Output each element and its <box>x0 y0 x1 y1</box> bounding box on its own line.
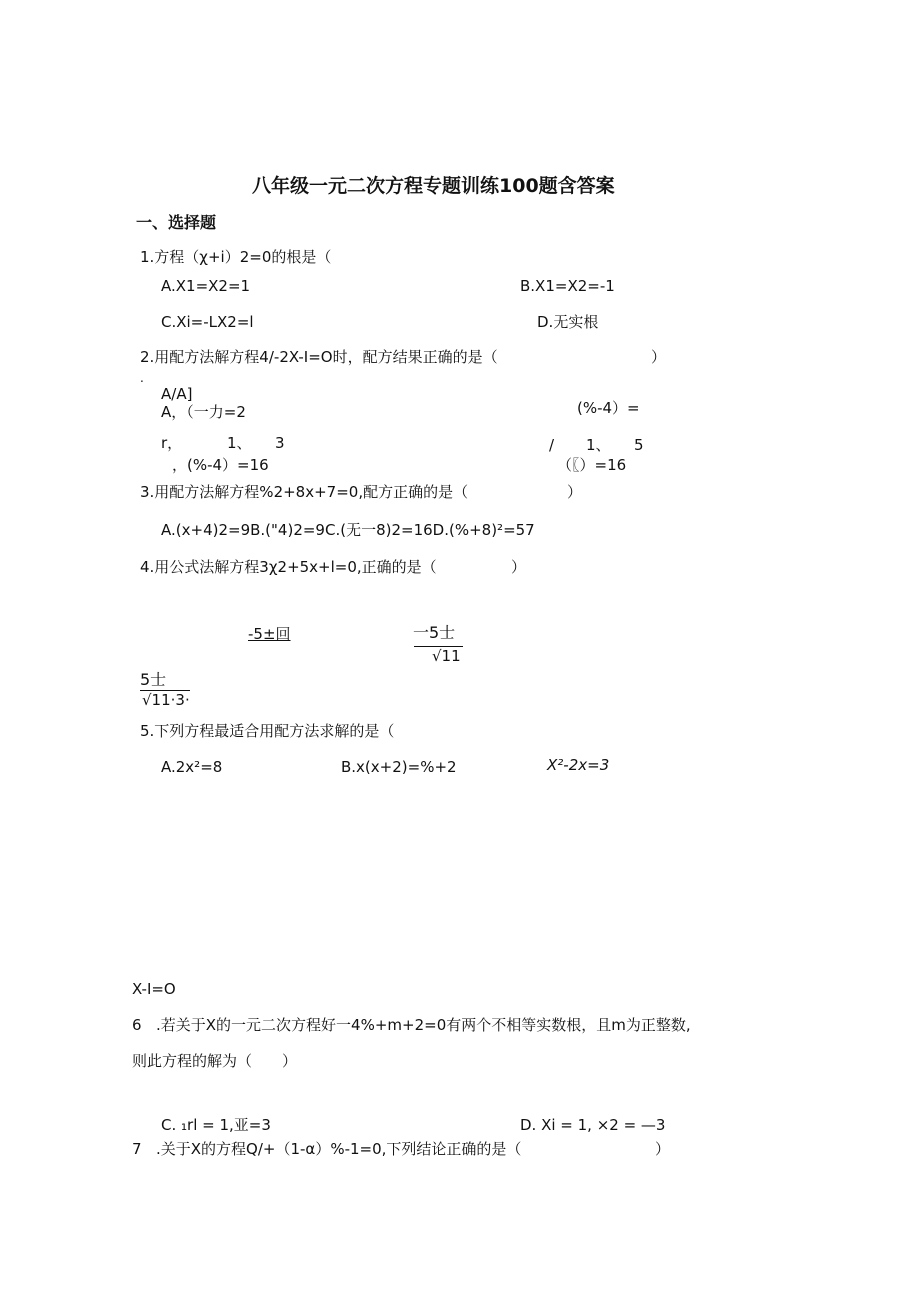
q1-option-d: D.无实根 <box>537 313 599 331</box>
q2-fragment: / <box>549 436 555 454</box>
q1-option-a: A.X1=X2=1 <box>161 277 251 295</box>
q5-option-c: X²-2x=3 <box>547 756 610 774</box>
q2-fragment: ，(%-4）=16 <box>172 456 269 474</box>
q4-formula-fragment: 5士 <box>140 670 167 689</box>
q1-stem: 1.方程（χ+i）2=0的根是（ <box>140 248 332 266</box>
q5-option-a: A.2x²=8 <box>161 758 223 776</box>
q1-option-b: B.X1=X2=-1 <box>520 277 615 295</box>
q7-number: 7 <box>132 1140 142 1158</box>
q5-option-b: B.x(x+2)=%+2 <box>341 758 457 776</box>
q2-fragment: （〖）=16 <box>557 456 627 474</box>
q7-stem-close: ） <box>655 1140 671 1158</box>
q6-number: 6 <box>132 1016 142 1034</box>
q7-stem: .关于X的方程Q/+（1-α）%-1=0,下列结论正确的是（ <box>156 1140 522 1158</box>
q2-fragment: 1、 <box>586 436 611 454</box>
q1-option-c: C.Xi=-LX2=l <box>161 313 254 331</box>
q2-dot: . <box>140 371 144 385</box>
q4-formula-fragment: 一5士 <box>413 623 456 642</box>
q2-fragment: (%-4）= <box>577 399 640 417</box>
q6-option-c: C. ₁rl = 1,亚=3 <box>161 1116 271 1134</box>
q4-formula-fragment: √11·3· <box>142 691 190 709</box>
section-heading: 一、选择题 <box>136 213 217 232</box>
q4-stem-close: ） <box>511 558 527 576</box>
q5-stem: 5.下列方程最适合用配方法求解的是（ <box>140 722 395 740</box>
q5-trailing-fragment: X-I=O <box>132 980 176 998</box>
q6-option-d: D. Xi = 1, ×2 = —3 <box>520 1116 666 1134</box>
q2-fragment: 5 <box>634 436 644 454</box>
q6-stem: .若关于X的一元二次方程好一4%+m+2=0有两个不相等实数根，且m为正整数, <box>156 1016 691 1034</box>
q2-fragment: A，（一力=2 <box>161 403 246 421</box>
q3-options: A.(x+4)2=9B.("4)2=9C.(无一8)2=16D.(%+8)²=57 <box>161 521 535 539</box>
q4-stem: 4.用公式法解方程3χ2+5x+l=0,正确的是（ <box>140 558 437 576</box>
q4-formula-fragment: -5±回 <box>248 625 291 643</box>
q3-stem: 3.用配方法解方程%2+8x+7=0,配方正确的是（ <box>140 483 469 501</box>
q2-fragment: 1、 <box>227 434 252 452</box>
q4-formula-fragment: √11 <box>414 646 463 665</box>
document-title: 八年级一元二次方程专题训练100题含答案 <box>252 175 615 197</box>
q3-stem-close: ） <box>567 483 583 501</box>
q6-stem-continued: 则此方程的解为（ ） <box>132 1052 298 1070</box>
q2-fragment: A/A] <box>161 385 193 403</box>
q2-fragment: r， <box>161 434 183 452</box>
q2-fragment: 3 <box>275 434 285 452</box>
q2-stem: 2.用配方法解方程4/-2X-I=O时，配方结果正确的是（ <box>140 348 498 366</box>
q2-stem-close: ） <box>651 348 667 366</box>
